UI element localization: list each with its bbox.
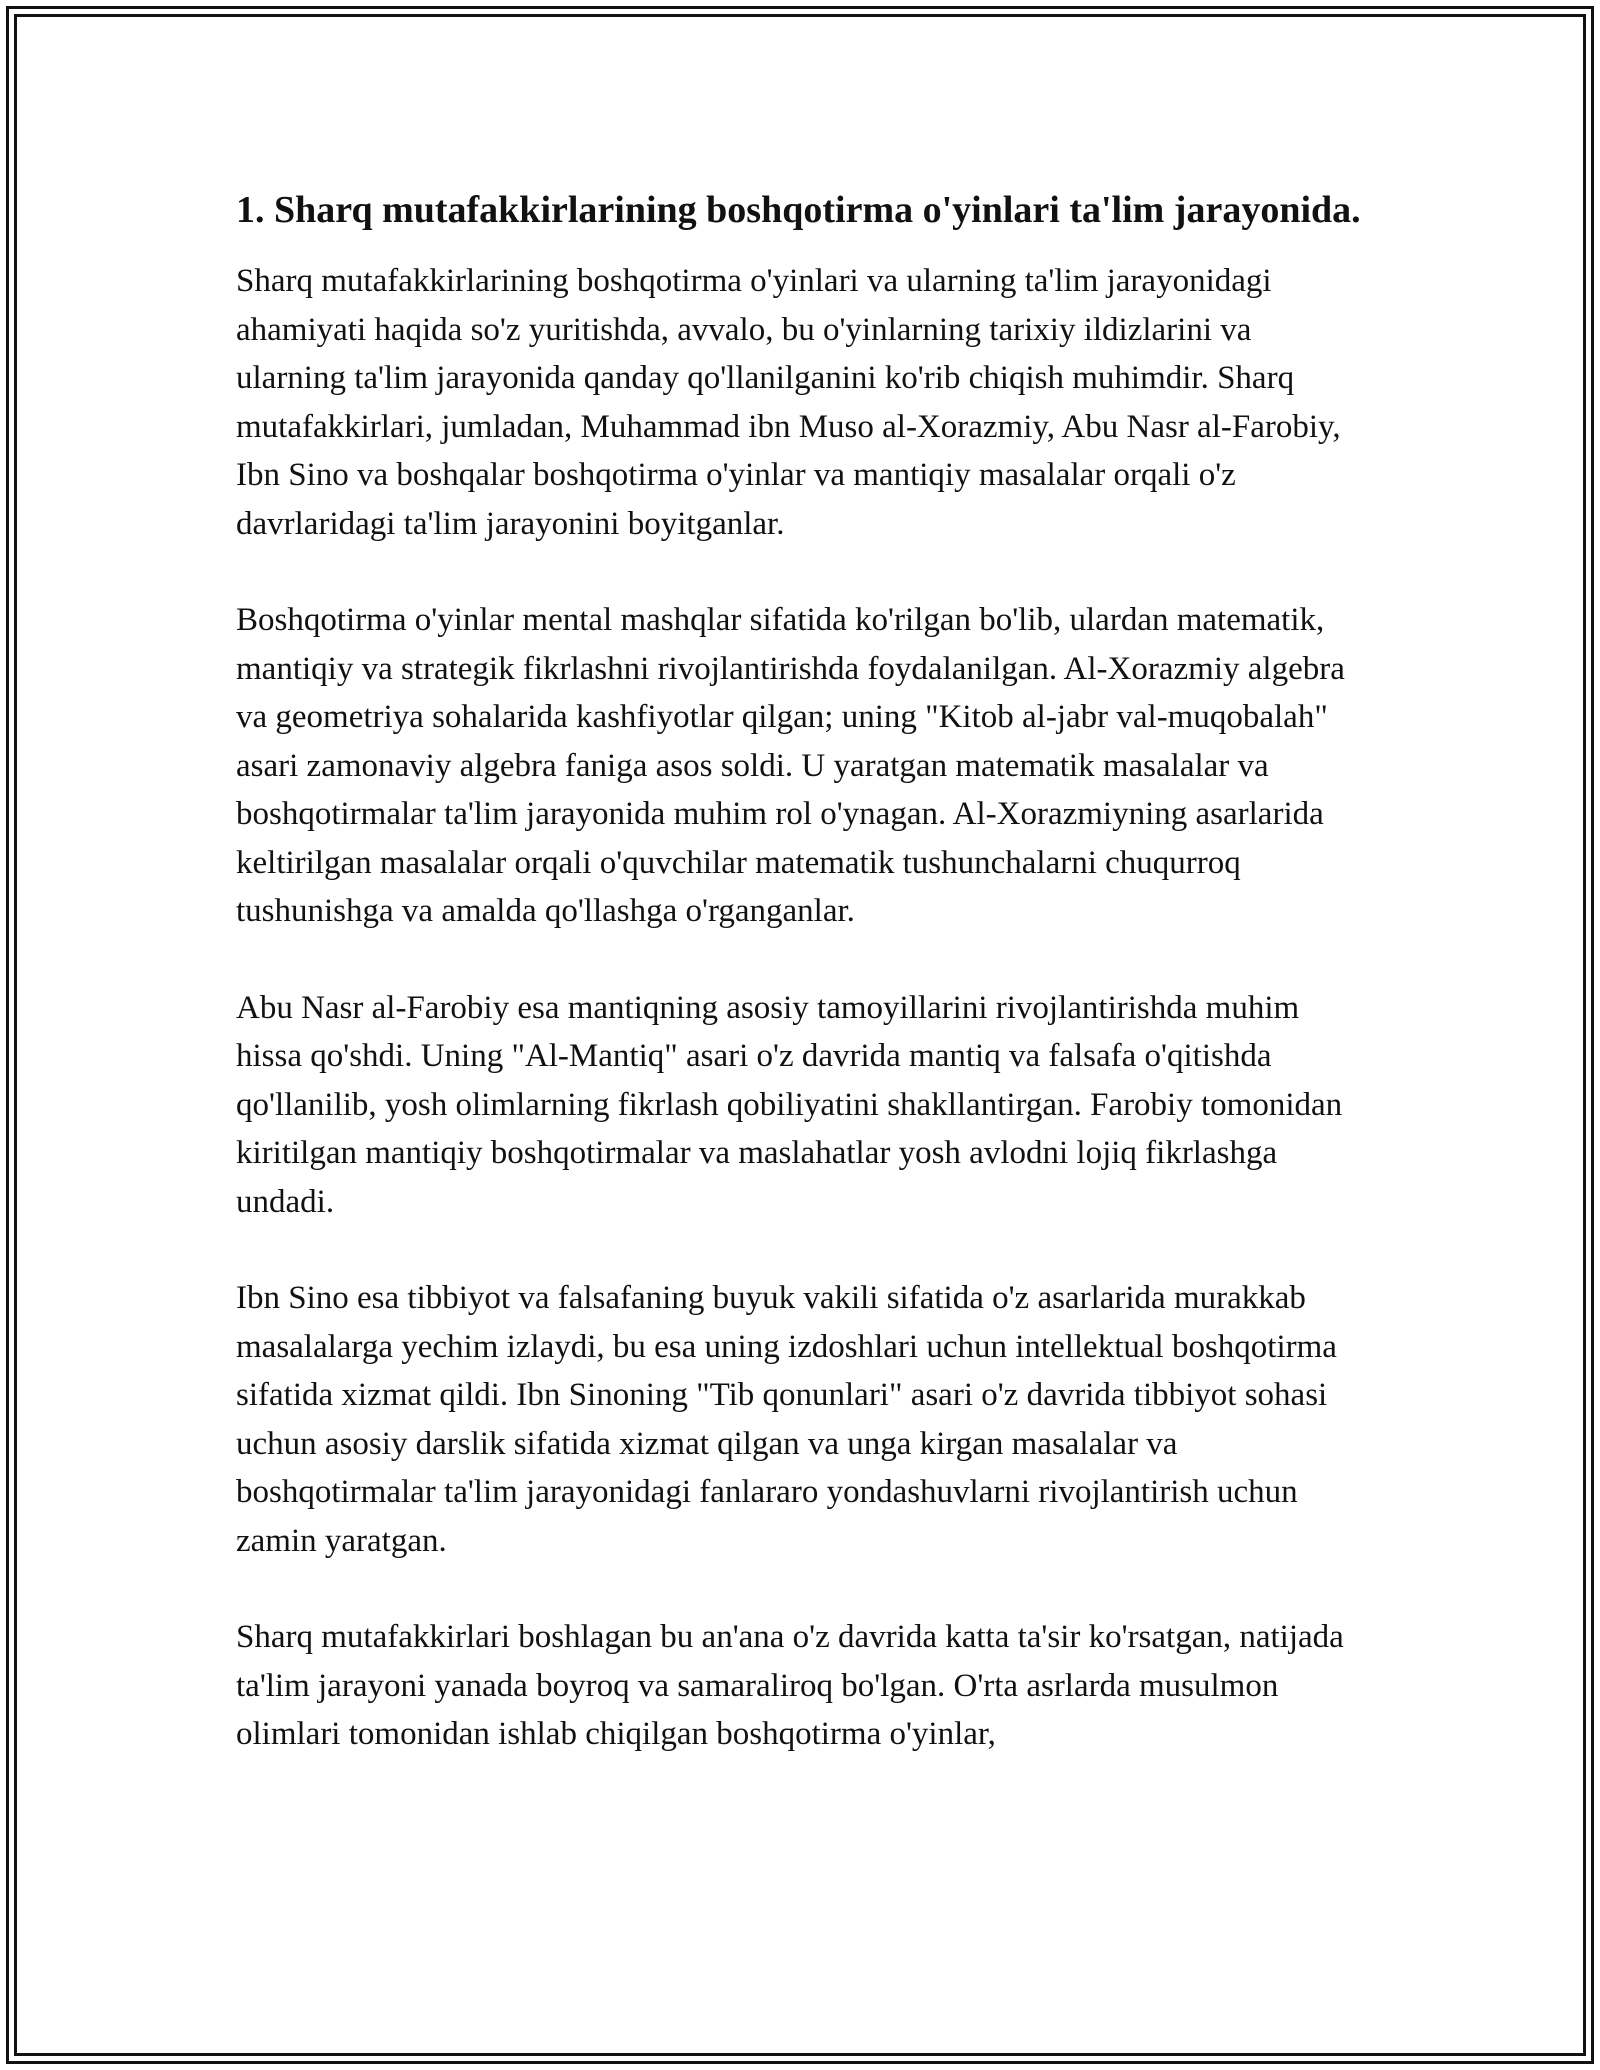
paragraph-intro: Sharq mutafakkirlarining boshqotirma o'yinlari va ularning ta'lim jarayonidagi ahamiyati haqida so'z yuritishda, avvalo, bu o'yinlarning tarixiy ildizlarini va ularning ta'lim jarayonida qanday qo'llanilganini ko'rib chiqish muhimdir. Sharq mutafakkirlari, jumladan, Muhammad ibn Muso al-Xorazmiy, Abu Nasr al-Farobiy, Ibn Sino va boshqalar boshqotirma o'yinlar va mantiqiy masalalar orqali o'z davrlaridagi ta'lim jarayonini boyitganlar. [236,263,1341,542]
document-body [236,185,1366,1759]
paragraph-tradition: Sharq mutafakkirlari boshlagan bu an'ana o'z davrida katta ta'sir ko'rsatgan, natijada ta'lim jarayoni yanada boyroq va samaraliroq bo'lgan. O'rta asrlarda musulmon olimlari tomonidan ishlab chiqilgan boshqotirma o'yinlar, [236,1619,1344,1752]
paragraph-al-farobiy: Abu Nasr al-Farobiy esa mantiqning asosiy tamoyillarini rivojlantirishda muhim hissa qo'shdi. Uning "Al-Mantiq" asari o'z davrida mantiq va falsafa o'qitishda qo'llanilib, yosh olimlarning fikrlash qobiliyatini shakllantirgan. Farobiy tomonidan kiritilgan mantiqiy boshqotirmalar va maslahatlar yosh avlodni lojiq fikrlashga undadi. [236,989,1343,1220]
paragraph-al-xorazmiy: Boshqotirma o'yinlar mental mashqlar sifatida ko'rilgan bo'lib, ulardan matematik, mantiqiy va strategik fikrlashni rivojlantirishda foydalanilgan. Al-Xorazmiy algebra va geometriya sohalarida kashfiyotlar qilgan; uning "Kitob al-jabr val-muqobalah" asari zamonaviy algebra faniga asos soldi. U yaratgan matematik masalalar va boshqotirmalar ta'lim jarayonida muhim rol o'ynagan. Al-Xorazmiyning asarlarida keltirilgan masalalar orqali o'quvchilar matematik tushunchalarni chuqurroq tushunishga va amalda qo'llashga o'rganganlar. [236,602,1345,929]
section-heading: 1. Sharq mutafakkirlarining boshqotirma o'yinlari ta'lim jarayonida. [236,189,1361,231]
paragraph-ibn-sino: Ibn Sino esa tibbiyot va falsafaning buyuk vakili sifatida o'z asarlarida murakkab masalalarga yechim izlaydi, bu esa uning izdoshlari uchun intellektual boshqotirma sifatida xizmat qildi. Ibn Sinoning "Tib qonunlari" asari o'z davrida tibbiyot sohasi uchun asosiy darslik sifatida xizmat qilgan va unga kirgan masalalar va boshqotirmalar ta'lim jarayonidagi fanlararo yondashuvlarni rivojlantirish uchun zamin yaratgan. [236,1280,1337,1559]
